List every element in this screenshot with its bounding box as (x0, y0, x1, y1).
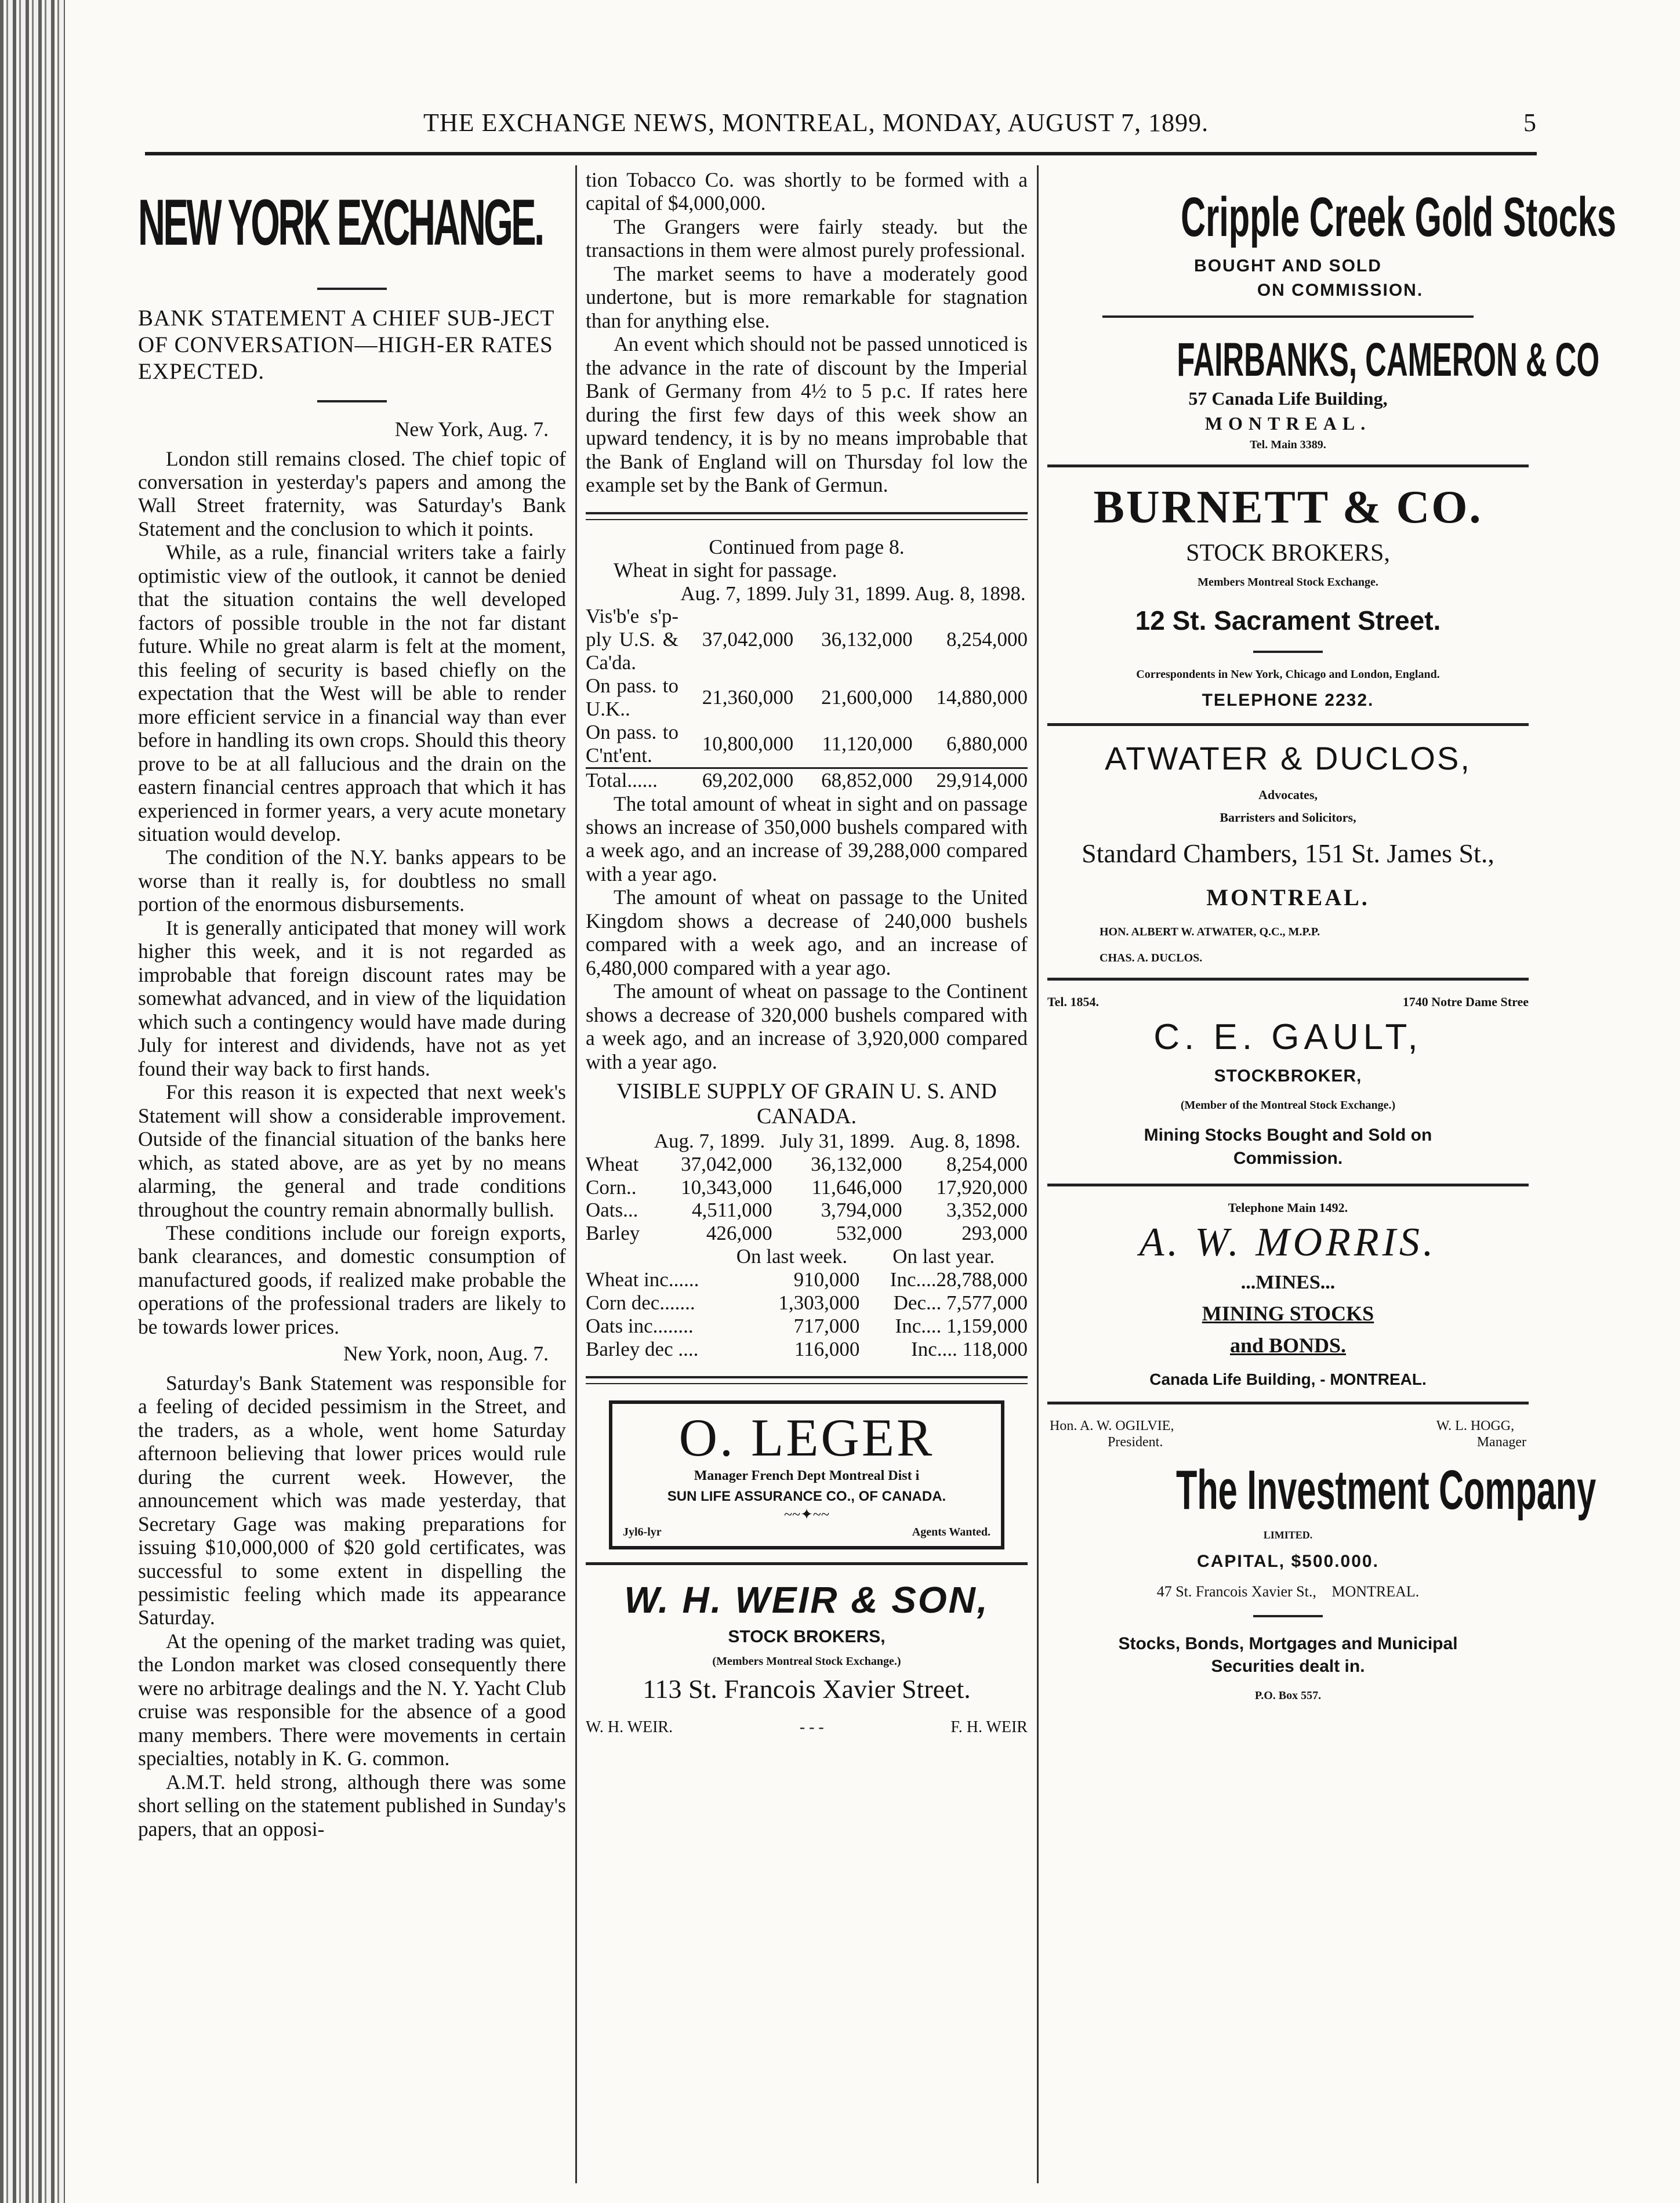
paragraph: The market seems to have a moderately good undertone, but is more remarkable for stagnation than for anything else. (586, 262, 1028, 332)
table-header-cell: July 31, 1899. (779, 1129, 895, 1152)
table-header-cell: Aug. 7, 1899. (680, 582, 792, 605)
paragraph: An event which should not be passed unnoticed is the advance in the rate of discount by the Imperial Bank of Germany from 4½ to 5 p.c. If rates here during the first few days of this week show an upward tendency, it is by no means improbable that the Bank of England will on Thursday fol low the example set by the Bank of Germun. (586, 332, 1028, 497)
table-cell: 17,920,000 (936, 1175, 1028, 1199)
ad-partner: CHAS. A. DUCLOS. (1100, 952, 1203, 965)
table-header-cell: On last year. (892, 1245, 995, 1268)
ad-line: LIMITED. (1263, 1529, 1313, 1541)
masthead-title: THE EXCHANGE NEWS, MONTREAL, MONDAY, AUGUST 7, 1899. (423, 108, 1209, 137)
ad-telephone: TELEPHONE 2232. (1202, 691, 1374, 710)
table-cell: 37,042,000 (702, 628, 794, 651)
ad-address: 12 St. Sacrament Street. (1135, 605, 1441, 636)
officer-title: President. (1108, 1434, 1163, 1450)
paragraph: While, as a rule, financial writers take a fairly optimistic view of the outlook, it cannot be denied that the situation contains the well developed factors of possible trouble in the not far distant future. While no great alarm is felt at the moment, this feeling of security is based chiefly on the expectation that the West will be able to render more efficient service in a financial way than ever before in handling its own crops. Should this theory prove to be at all fallucious and the drain on the eastern financial centres approach that which it has experienced in former years, a very acute monetary situation would develop. (138, 540, 566, 846)
table-row (586, 1291, 1028, 1315)
table-cell: 11,120,000 (822, 732, 913, 755)
table-header-cell: Aug. 7, 1899. (654, 1129, 765, 1152)
dateline: New York, noon, Aug. 7. (343, 1342, 549, 1366)
paragraph: At the opening of the market trading was quiet, the London market was closed consequently there were no arbitrage dealings and the N. Y. Yacht Club cruise was responsible for the absence of a good many members. There were movements in certain specialties, notably in K. G. common. (138, 1629, 566, 1770)
table-cell: 21,600,000 (821, 686, 913, 709)
section-rule (586, 1376, 1028, 1384)
table-row (586, 674, 1028, 721)
continued-note: Continued from page 8. (709, 535, 905, 558)
ad-telephone: Tel. Main 3389. (1250, 438, 1326, 452)
table-cell: 36,132,000 (821, 628, 913, 651)
weir-address: 113 St. Francois Xavier Street. (643, 1674, 971, 1704)
ad-line: and BONDS. (1229, 1334, 1347, 1358)
ad-address: Standard Chambers, 151 St. James St., (1082, 839, 1494, 869)
leger-agents: Agents Wanted. (912, 1526, 990, 1539)
paragraph: The amount of wheat on passage to the Continent shows a decrease of 320,000 bushels compared with a week ago, and an increase of 3,920,000 compared with a year ago. (586, 979, 1028, 1073)
table-cell: 910,000 (793, 1268, 860, 1291)
table-total-row (586, 768, 1028, 792)
ad-city: MONTREAL. (1206, 884, 1370, 910)
burnett-ad (1047, 481, 1529, 710)
weir-partners (586, 1718, 1028, 1737)
weir-name: W. H. WEIR & SON, (624, 1579, 989, 1621)
row-label: On pass. to U.K.. (586, 674, 678, 720)
table-row (586, 1315, 1028, 1338)
divider (317, 400, 387, 402)
table-cell: 1,303,000 (778, 1291, 860, 1314)
paragraph: London still remains closed. The chief topic of conversation in yesterday's papers and among the Wall Street fraternity, was Saturday's Bank Statement and the conclusion to which it points. (138, 447, 566, 540)
leger-company: SUN LIFE ASSURANCE CO., OF CANADA. (667, 1489, 946, 1505)
paragraph: tion Tobacco Co. was shortly to be formed with a capital of $4,000,000. (586, 168, 1028, 215)
dateline: New York, Aug. 7. (394, 418, 549, 441)
ad-title: BURNETT & CO. (1093, 482, 1483, 533)
table-caption: Wheat in sight for passage. (614, 558, 837, 582)
table-header-row (586, 582, 1028, 605)
column-rule (575, 165, 577, 2183)
section-rule (1047, 1184, 1529, 1186)
table-cell: 8,254,000 (946, 628, 1028, 651)
atwater-ad (1047, 740, 1529, 965)
ad-capital: CAPITAL, $500.000. (1197, 1551, 1379, 1571)
ad-address: 47 St. Francois Xavier St., (1156, 1583, 1316, 1600)
table-row (586, 1268, 1028, 1291)
ad-telephone: Telephone Main 1492. (1228, 1200, 1348, 1215)
ad-line: Barristers and Solicitors, (1220, 810, 1356, 825)
row-label: Wheat inc...... (586, 1268, 699, 1291)
table-cell: 11,646,000 (811, 1175, 902, 1199)
weir-business: STOCK BROKERS, (728, 1627, 886, 1647)
column-rule (1037, 165, 1039, 2183)
table-cell: 3,794,000 (821, 1199, 902, 1222)
officer-title: Manager (1476, 1434, 1526, 1450)
table-row (586, 1176, 1028, 1199)
table-cell: Inc....28,788,000 (890, 1268, 1028, 1291)
row-label: Barley dec .... (586, 1337, 699, 1360)
section-rule (1047, 1402, 1529, 1404)
table-header-cell (586, 582, 678, 605)
table-cell: 10,800,000 (702, 732, 794, 755)
paragraph: It is generally anticipated that money will work higher this week, and it is not regarded as improbable that foreign discount rates may be somewhat advanced, and in view of the liquidation which such a contingency would have made during July for interest and dividends, have not as yet found their way back to first hands. (138, 916, 566, 1080)
table-cell: 29,914,000 (913, 768, 1028, 792)
table-header-cell: July 31, 1899. (795, 582, 911, 605)
table-cell: 532,000 (836, 1222, 902, 1245)
ad-line: Members Montreal Stock Exchange. (1198, 576, 1378, 589)
paragraph: A.M.T. held strong, although there was some short selling on the statement published in Sunday's papers, that an opposi- (138, 1770, 566, 1841)
table-cell: 4,511,000 (691, 1199, 772, 1222)
ad-title: Cripple Creek Gold Stocks (1181, 186, 1616, 248)
table-cell: Dec... 7,577,000 (893, 1291, 1028, 1314)
masthead (145, 103, 1537, 144)
table-cell: 717,000 (793, 1314, 860, 1337)
section-rule (586, 1562, 1028, 1565)
table-header-row (586, 1245, 1028, 1268)
weir-dashes: - - - (799, 1718, 824, 1737)
table-cell: Inc.... 118,000 (911, 1337, 1028, 1360)
grain-change-table (586, 1245, 1028, 1360)
table-row (586, 1338, 1028, 1361)
row-label: Wheat (586, 1152, 639, 1175)
table-cell: 10,343,000 (681, 1175, 772, 1199)
leger-footer (623, 1526, 990, 1539)
divider (1102, 315, 1474, 318)
leger-title: Manager French Dept Montreal Dist i (694, 1468, 920, 1484)
divider (1253, 651, 1323, 653)
officer-name: W. L. HOGG, (1436, 1418, 1515, 1434)
article-subhead: BANK STATEMENT A CHIEF SUB-JECT OF CONVERSATION—HIGH-ER RATES EXPECTED. (138, 306, 554, 384)
section-rule (1047, 723, 1529, 726)
table-row (586, 1199, 1028, 1222)
table-header-cell: On last week. (736, 1245, 848, 1268)
paragraph: The Grangers were fairly steady. but the transactions in them were almost purely professional. (586, 215, 1028, 262)
row-label: On pass. to C'nt'ent. (586, 720, 678, 767)
table-cell: 8,254,000 (946, 1152, 1028, 1175)
section-rule (1047, 978, 1529, 981)
cripple-creek-ad (1047, 186, 1616, 300)
ad-title: ATWATER & DUCLOS, (1105, 740, 1471, 777)
ad-title: The Investment Company (1175, 1459, 1596, 1522)
row-label: Total...... (586, 768, 678, 792)
ad-line: ...MINES... (1240, 1271, 1336, 1293)
table-cell: 69,202,000 (678, 768, 793, 792)
weir-partner: F. H. WEIR (950, 1718, 1028, 1737)
paragraph: For this reason it is expected that next week's Statement will show a considerable improvement. Outside of the financial situation of the banks here which, as stated above, are as yet by no means alarming, the general and trade conditions throughout the country remain abnormally bullish. (138, 1080, 566, 1221)
table-header-cell: Aug. 8, 1898. (909, 1129, 1021, 1152)
ad-partner: HON. ALBERT W. ATWATER, Q.C., M.P.P. (1100, 926, 1320, 939)
table-row (586, 605, 1028, 674)
leger-name: O. LEGER (678, 1407, 935, 1467)
table-header-cell: Aug. 8, 1898. (915, 582, 1026, 605)
ad-line: (Member of the Montreal Stock Exchange.) (1180, 1098, 1396, 1112)
table-cell: 6,880,000 (946, 732, 1028, 755)
table-cell: 21,360,000 (702, 686, 794, 709)
ad-city: MONTREAL. (1331, 1583, 1420, 1600)
divider (1253, 1615, 1323, 1617)
grain-table-title: VISIBLE SUPPLY OF GRAIN U. S. AND CANADA. (616, 1079, 997, 1129)
ad-address: 57 Canada Life Building, (1188, 388, 1388, 409)
gault-ad (1047, 995, 1529, 1171)
table-cell: 116,000 (794, 1337, 860, 1360)
row-label: Vis'b'e s'p-ply U.S. & Ca'da. (586, 605, 678, 674)
ad-telephone: Tel. 1854. (1047, 995, 1100, 1009)
page-binding-edge (0, 0, 65, 2203)
column-1 (138, 168, 566, 1841)
column-2 (586, 168, 1028, 1737)
ad-title: C. E. GAULT, (1153, 1017, 1423, 1058)
row-label: Oats... (586, 1199, 638, 1222)
ornament-icon: ~~✦~~ (783, 1506, 830, 1523)
table-cell: 36,132,000 (811, 1152, 902, 1175)
ad-line: BOUGHT AND SOLD (1194, 256, 1382, 275)
paragraph: The condition of the N.Y. banks appears to be worse than it really is, for doubtless no small portion of the enormous disbursements. (138, 845, 566, 916)
table-row (586, 1222, 1028, 1245)
ad-officers (1047, 1418, 1529, 1450)
ad-city: MONTREAL. (1204, 412, 1371, 434)
section-rule (586, 512, 1028, 520)
ad-address-row (1047, 1583, 1529, 1600)
weir-advertisement (586, 1579, 1028, 1737)
leger-advertisement (609, 1400, 1004, 1549)
wheat-table (586, 582, 1028, 792)
morris-ad (1047, 1200, 1529, 1389)
table-row (586, 721, 1028, 768)
row-label: Corn.. (586, 1175, 637, 1199)
ad-line: ON COMMISSION. (1257, 281, 1424, 300)
leger-code: Jyl6-lyr (623, 1526, 662, 1539)
table-cell: 426,000 (706, 1222, 772, 1245)
row-label: Barley (586, 1222, 640, 1245)
ad-line: STOCKBROKER, (1214, 1066, 1362, 1086)
ad-line: STOCK BROKERS, (1186, 540, 1390, 567)
ad-officer (1050, 1418, 1174, 1450)
paragraph: Saturday's Bank Statement was responsible for a feeling of decided pessimism in the Street, and the traders, as a whole, went home Saturday afternoon believing that lower prices would rule during the current week. However, the announcement which was made yesterday, that Secretary Gage was making preparations for issuing $10,000,000 of $20 gold certificates, was successful to some extent in dispelling the pessimistic feeling which made its appearance Saturday. (138, 1371, 566, 1629)
page-number: 5 (1523, 108, 1537, 137)
ad-line: Advocates, (1258, 787, 1318, 803)
ad-officer (1436, 1418, 1526, 1450)
paragraph: The total amount of wheat in sight and on passage shows an increase of 350,000 bushels compared with a week ago, and an increase of 39,288,000 compared with a year ago. (586, 792, 1028, 885)
table-cell: 37,042,000 (681, 1152, 772, 1175)
table-cell: Inc.... 1,159,000 (895, 1314, 1028, 1337)
ad-line: MINING STOCKS (1202, 1302, 1374, 1326)
divider (317, 288, 387, 290)
paragraph: These conditions include our foreign exports, bank clearances, and domestic consumption of manufactured goods, if realized make probable the operations of the professional traders are likely to be towards lower prices. (138, 1221, 566, 1338)
column-3 (1047, 168, 1616, 1703)
table-cell: 293,000 (961, 1222, 1028, 1245)
grain-table (586, 1130, 1028, 1245)
masthead-rule (145, 152, 1537, 155)
table-header-cell (586, 1130, 647, 1153)
ad-address: 1740 Notre Dame Stree (1402, 995, 1529, 1009)
row-label: Oats inc........ (586, 1314, 694, 1337)
table-cell: 68,852,000 (793, 768, 912, 792)
investment-company-ad (1047, 1418, 1596, 1703)
table-cell: 14,880,000 (936, 686, 1028, 709)
weir-partner: W. H. WEIR. (586, 1718, 673, 1737)
row-label: Corn dec....... (586, 1291, 695, 1314)
ad-title: A. W. MORRIS. (1139, 1220, 1437, 1265)
ad-line: Mining Stocks Bought and Sold on Commission. (1144, 1125, 1432, 1168)
ad-address: Canada Life Building, - MONTREAL. (1149, 1370, 1427, 1389)
ad-line: Correspondents in New York, Chicago and London, England. (1136, 668, 1440, 681)
ad-line: Stocks, Bonds, Mortgages and Municipal Securities dealt in. (1118, 1634, 1458, 1676)
paragraph: The amount of wheat on passage to the United Kingdom shows a decrease of 240,000 bushels compared with a week ago, and an increase of 6,480,000 compared with a year ago. (586, 885, 1028, 979)
ad-telephone-row (1047, 995, 1529, 1009)
officer-name: Hon. A. W. OGILVIE, (1050, 1418, 1174, 1434)
ad-po-box: P.O. Box 557. (1254, 1689, 1322, 1703)
table-header-row (586, 1130, 1028, 1153)
ad-title: FAIRBANKS, CAMERON & CO (1177, 333, 1600, 387)
table-cell: 3,352,000 (946, 1199, 1028, 1222)
section-rule (1047, 464, 1529, 467)
weir-membership: (Members Montreal Stock Exchange.) (712, 1655, 901, 1668)
table-row (586, 1153, 1028, 1176)
fairbanks-ad (1047, 333, 1600, 452)
article-headline: NEW YORK EXCHANGE. (138, 186, 543, 259)
